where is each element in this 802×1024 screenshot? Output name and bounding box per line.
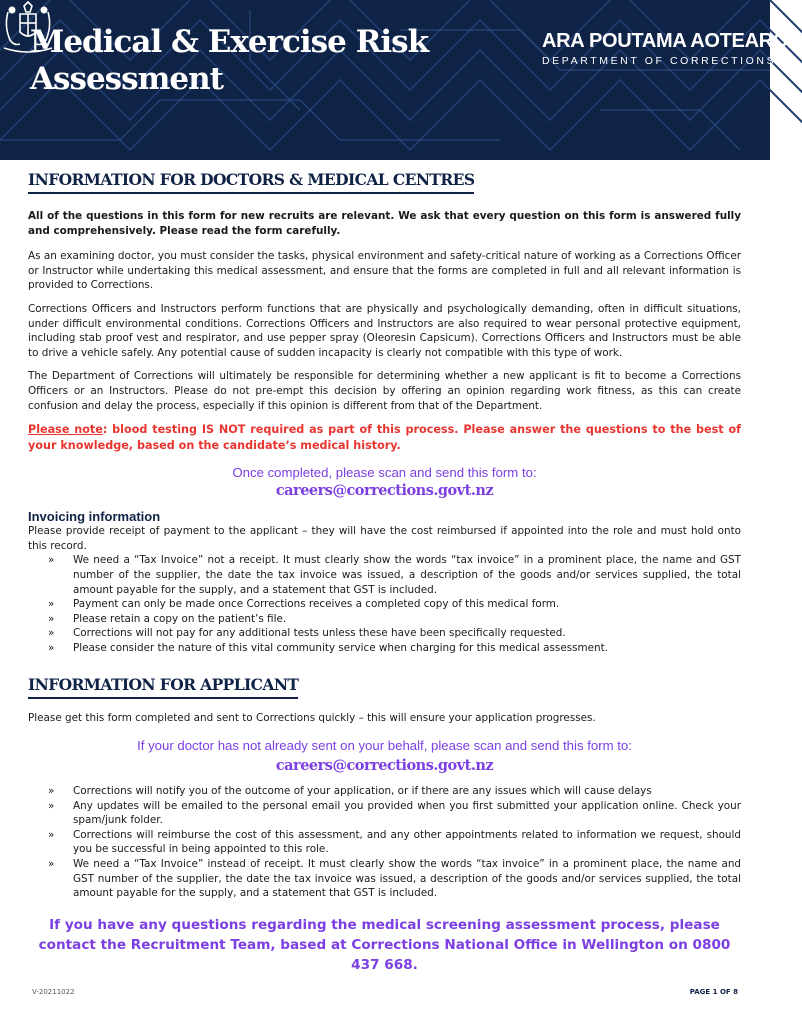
list-item	[28, 784, 741, 799]
invoicing-intro: Please provide receipt of payment to the applicant – they will have the cost reimbursed if appointed into the role and must hold onto this record.	[28, 525, 741, 552]
list-item	[28, 553, 741, 597]
list-item	[28, 799, 741, 828]
blood-test-note	[28, 422, 741, 454]
list-item	[28, 857, 741, 901]
bullet-marker: »	[48, 785, 55, 798]
note-text: : blood testing IS NOT required as part of this process. Please answer the questions to the best of your knowledge, based on the candidate’s medical history.	[28, 423, 741, 453]
note-label: Please note	[28, 423, 103, 437]
invoicing-heading: Invoicing information	[28, 509, 161, 525]
doctors-heading: INFORMATION FOR DOCTORS & MEDICAL CENTRES	[28, 170, 474, 194]
version-label: V-20211022	[32, 988, 75, 996]
list-item-text: Please consider the nature of this vital community service when charging for this medical assessment.	[73, 641, 609, 654]
list-item	[28, 828, 741, 857]
applicant-list	[28, 784, 741, 901]
doctors-intro: All of the questions in this form for new recruits are relevant. We ask that every question on this form is answered fully and comprehensively. Please read the form carefully.	[28, 210, 741, 237]
bullet-marker: »	[48, 627, 55, 640]
header-banner	[0, 0, 802, 160]
page-content	[28, 170, 741, 975]
list-item-text: Please retain a copy on the patient’s file.	[73, 612, 287, 625]
list-item-text: Corrections will not pay for any additional tests unless these have been specifically requested.	[73, 627, 566, 640]
doctor-send-instruction: Once completed, please scan and send this form to:	[232, 465, 537, 481]
page-number: PAGE 1 OF 8	[689, 988, 738, 996]
bullet-marker: »	[48, 799, 55, 812]
doctors-para-3: The Department of Corrections will ultimately be responsible for determining whether a new applicant is fit to become a Corrections Officers or an Instructors. Please do not pre-empt this decision by offering an opinion regarding work fitness, as this can create confusion and delay the process, especially if this opinion is different from that of the Department.	[28, 370, 741, 412]
list-item	[28, 597, 741, 612]
list-item-text: We need a “Tax Invoice” not a receipt. It must clearly show the words “tax invoice” in a prominent place, the name and GST number of the supplier, the date the tax invoice was issued, a description of the goods and/or services supplied, the total amount payable for the supply, and a statement that GST is included.	[73, 554, 741, 596]
applicant-heading: INFORMATION FOR APPLICANT	[28, 675, 298, 699]
brand-name: ARA POUTAMA AOTEAROA	[542, 30, 802, 52]
bullet-marker: »	[48, 598, 55, 611]
applicant-send-instruction: If your doctor has not already sent on your behalf, please scan and send this form to:	[137, 738, 632, 754]
list-item-text: Payment can only be made once Corrections receives a completed copy of this medical form.	[73, 598, 560, 611]
doctors-para-2: Corrections Officers and Instructors perform functions that are physically and psychologically demanding, often in difficult situations, under difficult environmental conditions. Corrections Officers and Instructors are also required to wear personal protective equipment, including stab proof vest and respirator, and use pepper spray (Oleoresin Capsicum). Corrections Officers and Instructors must be able to drive a vehicle safely. Any potential cause of sudden incapacity is clearly not compatible with this type of work.	[28, 302, 741, 359]
contact-message: If you have any questions regarding the medical screening assessment process, please contact the Recruitment Team, based at Corrections National Office in Wellington on 0800 437 668.	[38, 916, 731, 973]
bullet-marker: »	[48, 641, 55, 654]
list-item	[28, 626, 741, 641]
list-item-text: We need a “Tax Invoice” instead of receipt. It must clearly show the words “tax invoice” in a prominent place, the name and GST number of the supplier, the date the tax invoice was issued, a description of the goods and/or services supplied, the total amount payable for the supply, and a statement that GST is included.	[73, 858, 741, 900]
list-item	[28, 612, 741, 627]
document-title: Medical & Exercise Risk Assessment	[30, 24, 429, 97]
list-item	[28, 641, 741, 656]
list-item-text: Corrections will reimburse the cost of this assessment, and any other appointments related to information we request, should you be successful in being appointed to this role.	[73, 828, 741, 856]
corrections-logo	[542, 30, 802, 67]
bullet-marker: »	[48, 554, 55, 567]
list-item-text: Any updates will be emailed to the personal email you provided when you first submitted your application online. Check your spam/junk folder.	[73, 799, 741, 827]
brand-department: DEPARTMENT OF CORRECTIONS	[542, 55, 777, 67]
doctors-para-1: As an examining doctor, you must consider the tasks, physical environment and safety-critical nature of working as a Corrections Officer or Instructor while undertaking this medical assessment, and ensure that the forms are completed in full and all relevant information is provided to Corrections.	[28, 250, 741, 292]
coat-of-arms-icon	[0, 0, 56, 54]
bullet-marker: »	[48, 612, 55, 625]
applicant-intro: Please get this form completed and sent to Corrections quickly – this will ensure your application progresses.	[28, 712, 596, 725]
list-item-text: Corrections will notify you of the outcome of your application, or if there are any issues which will cause delays	[73, 785, 652, 798]
invoicing-list	[28, 553, 741, 655]
doctor-email-link[interactable]: careers@corrections.govt.nz	[275, 482, 494, 500]
bullet-marker: »	[48, 828, 55, 841]
bullet-marker: »	[48, 858, 55, 871]
applicant-email-link[interactable]: careers@corrections.govt.nz	[275, 757, 494, 775]
